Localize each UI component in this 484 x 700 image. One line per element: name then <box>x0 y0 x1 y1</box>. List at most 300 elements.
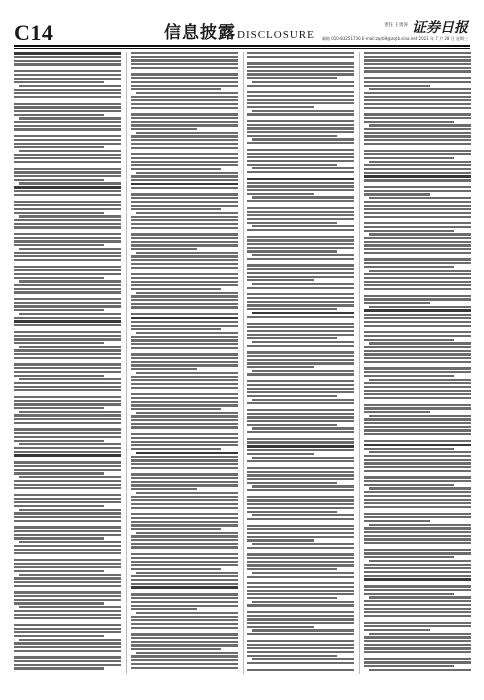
text-line <box>131 295 238 297</box>
text-line <box>364 491 471 493</box>
text-line <box>131 659 238 661</box>
text-line <box>14 363 121 365</box>
text-line <box>131 59 238 61</box>
text-line <box>247 73 354 75</box>
text-line <box>364 640 471 642</box>
text-line <box>14 70 121 72</box>
text-line <box>14 125 121 127</box>
text-line <box>252 514 354 516</box>
text-line <box>364 658 471 660</box>
text-line <box>252 254 354 256</box>
text-line <box>131 444 238 446</box>
text-line <box>131 347 238 349</box>
text-line <box>131 535 238 537</box>
text-line <box>247 164 337 166</box>
text-line <box>131 586 238 589</box>
text-line <box>19 606 121 608</box>
text-line <box>247 102 354 104</box>
text-line <box>14 255 121 257</box>
text-line <box>247 474 354 476</box>
text-line <box>247 330 354 332</box>
text-line <box>247 453 313 455</box>
text-line <box>369 487 471 489</box>
text-line <box>364 295 471 297</box>
text-line <box>14 146 104 148</box>
text-line <box>131 521 238 523</box>
text-line <box>14 628 121 630</box>
text-line <box>131 208 221 210</box>
text-line <box>131 379 238 381</box>
text-line <box>14 602 104 604</box>
text-line <box>14 631 121 633</box>
text-line <box>131 77 238 79</box>
text-line <box>131 507 238 509</box>
text-line <box>131 456 238 458</box>
text-line <box>247 91 354 93</box>
text-line <box>14 74 121 76</box>
text-line <box>247 536 354 538</box>
text-line <box>364 516 471 518</box>
text-line <box>252 225 354 227</box>
text-line <box>14 335 121 337</box>
text-line <box>131 277 238 279</box>
text-line <box>131 233 238 235</box>
text-line <box>131 157 238 159</box>
editor-line: 责任 王勇涛 <box>384 23 408 28</box>
text-line <box>131 528 221 530</box>
text-line <box>247 395 337 397</box>
column-separator <box>359 52 360 674</box>
text-line <box>364 309 471 312</box>
text-line <box>364 538 471 540</box>
text-line <box>14 505 104 507</box>
text-line <box>247 222 337 224</box>
text-line <box>364 589 471 591</box>
text-line <box>14 226 121 228</box>
text-line <box>364 350 471 352</box>
text-line <box>131 168 221 170</box>
text-line <box>247 326 354 328</box>
text-line <box>364 241 471 243</box>
text-line <box>364 186 471 188</box>
text-line <box>136 612 238 614</box>
text-line <box>364 575 471 577</box>
text-line <box>19 574 121 576</box>
text-line <box>369 379 471 381</box>
text-line <box>364 193 430 195</box>
text-line <box>131 339 238 341</box>
text-line <box>364 466 471 468</box>
text-line <box>131 376 238 378</box>
text-line <box>131 364 238 366</box>
text-line <box>131 56 238 58</box>
text-line <box>131 179 238 181</box>
text-line <box>14 284 121 286</box>
text-line <box>131 415 238 417</box>
text-line <box>247 182 354 184</box>
text-line <box>131 241 238 243</box>
text-line <box>14 480 121 482</box>
text-line <box>364 77 471 79</box>
column-separator <box>243 52 244 674</box>
text-line <box>252 658 354 660</box>
text-line <box>247 532 354 534</box>
text-line <box>14 298 121 300</box>
text-line <box>14 440 104 442</box>
text-line <box>247 424 337 426</box>
text-line <box>14 403 121 405</box>
text-line <box>364 433 471 435</box>
text-line <box>247 525 354 527</box>
text-line <box>247 618 354 620</box>
text-line <box>131 183 238 186</box>
text-line <box>131 619 238 621</box>
text-line <box>364 499 471 501</box>
text-line <box>252 138 354 140</box>
text-line <box>131 539 238 541</box>
text-line <box>131 281 238 283</box>
text-line <box>252 196 354 198</box>
text-line <box>19 280 121 282</box>
text-line <box>131 336 238 338</box>
text-line <box>131 593 238 595</box>
text-line <box>131 575 238 577</box>
text-line <box>136 572 238 574</box>
text-line <box>252 341 354 343</box>
text-line <box>252 572 354 574</box>
masthead-rule <box>14 45 470 47</box>
text-line <box>14 484 121 486</box>
text-line <box>364 462 471 464</box>
text-line <box>14 461 121 463</box>
text-line <box>247 247 354 249</box>
text-line <box>369 596 471 598</box>
text-line <box>131 568 221 570</box>
text-line <box>247 189 354 191</box>
text-line <box>19 182 121 184</box>
text-line <box>247 301 354 303</box>
text-line <box>364 520 430 522</box>
text-line <box>364 205 471 207</box>
text-line <box>131 561 238 563</box>
text-line <box>131 343 238 345</box>
text-line <box>131 147 238 149</box>
text-line <box>247 142 354 144</box>
text-line <box>364 96 471 98</box>
text-line <box>14 526 121 528</box>
text-line <box>136 332 238 334</box>
text-line <box>14 103 121 105</box>
text-line <box>131 484 238 486</box>
text-line <box>247 351 354 353</box>
text-line <box>14 389 121 391</box>
text-line <box>364 59 471 61</box>
text-line <box>14 259 121 261</box>
text-line <box>131 616 238 618</box>
text-line <box>14 161 121 163</box>
text-line <box>131 623 238 625</box>
text-line <box>364 222 471 224</box>
text-line <box>364 593 454 595</box>
text-line <box>364 448 454 450</box>
text-line <box>14 277 104 279</box>
text-line <box>364 99 471 101</box>
text-line <box>364 361 471 363</box>
text-line <box>131 448 221 450</box>
text-line <box>131 368 197 370</box>
text-line <box>247 276 354 278</box>
text-line <box>14 56 121 58</box>
text-line <box>136 252 238 254</box>
text-line <box>19 509 121 511</box>
text-line <box>247 547 354 549</box>
text-line <box>247 66 354 68</box>
text-line <box>364 107 471 109</box>
text-line <box>247 135 337 137</box>
text-line <box>364 611 471 613</box>
text-line <box>247 178 354 181</box>
text-line <box>131 313 238 315</box>
text-line <box>364 567 471 569</box>
text-line <box>247 308 337 310</box>
text-line <box>247 359 354 361</box>
text-line <box>14 208 121 210</box>
text-line <box>247 651 354 653</box>
text-line <box>364 335 471 337</box>
text-line <box>14 175 121 177</box>
text-line <box>247 106 313 108</box>
text-line <box>14 454 121 457</box>
text-line <box>14 516 121 518</box>
text-line <box>131 96 238 98</box>
text-line <box>247 590 354 592</box>
text-line <box>364 248 471 250</box>
text-line <box>247 77 337 79</box>
text-line <box>131 401 238 403</box>
text-line <box>247 239 354 241</box>
text-line <box>369 306 471 308</box>
text-line <box>14 667 104 669</box>
text-line <box>136 172 238 174</box>
text-line <box>136 652 238 654</box>
text-line <box>14 375 104 377</box>
text-line <box>131 361 238 363</box>
text-line <box>14 78 121 80</box>
text-line <box>19 378 121 380</box>
text-line <box>364 298 471 300</box>
text-line <box>247 156 354 158</box>
text-line <box>136 412 238 414</box>
text-line <box>14 204 121 206</box>
text-line <box>131 248 197 250</box>
text-line <box>247 467 354 469</box>
text-line <box>131 128 197 130</box>
text-line <box>364 230 454 232</box>
text-line <box>364 52 471 54</box>
text-line <box>14 660 121 662</box>
text-line <box>131 601 238 603</box>
text-line <box>364 644 471 646</box>
text-line <box>131 419 238 421</box>
text-line <box>131 135 238 137</box>
text-line <box>364 85 430 87</box>
text-line <box>131 237 238 239</box>
text-line <box>364 150 471 152</box>
text-line <box>247 431 354 433</box>
text-line <box>19 150 121 152</box>
text-line <box>14 414 121 416</box>
text-line <box>364 367 471 369</box>
text-line <box>252 399 354 401</box>
text-line <box>136 532 238 534</box>
text-line <box>364 542 471 544</box>
text-line <box>131 463 238 465</box>
text-line <box>247 622 354 624</box>
text-line <box>131 255 238 257</box>
text-line <box>369 451 471 453</box>
section-title <box>164 23 315 45</box>
text-line <box>14 223 121 225</box>
text-line <box>247 200 354 202</box>
text-line <box>364 277 471 279</box>
text-line <box>14 114 104 116</box>
text-line <box>247 420 354 422</box>
text-line <box>247 604 354 606</box>
text-line <box>247 366 313 368</box>
text-line <box>131 139 238 141</box>
text-line <box>364 175 471 178</box>
text-line <box>364 513 471 515</box>
text-line <box>14 96 121 98</box>
text-line <box>14 646 121 648</box>
text-line <box>131 524 238 526</box>
text-line <box>131 303 238 305</box>
text-line <box>19 248 121 250</box>
text-line <box>14 331 121 333</box>
text-line <box>14 244 104 246</box>
text-line <box>247 633 354 635</box>
text-line <box>364 440 471 442</box>
text-line <box>364 556 454 558</box>
text-line <box>247 518 354 520</box>
text-line <box>131 113 238 115</box>
text-line <box>131 357 238 359</box>
text-line <box>14 624 121 626</box>
text-line <box>364 629 430 631</box>
text-line <box>131 637 238 639</box>
text-line <box>252 370 354 372</box>
text-line <box>131 667 238 669</box>
text-line <box>131 284 238 286</box>
text-line <box>247 316 354 318</box>
text-line <box>364 143 471 145</box>
text-line <box>14 498 121 500</box>
text-line <box>247 113 354 115</box>
text-line <box>14 320 121 323</box>
text-line <box>369 415 471 417</box>
text-line <box>14 201 121 203</box>
text-line <box>369 524 471 526</box>
text-line <box>14 396 121 398</box>
text-line <box>364 216 471 218</box>
text-line <box>247 478 354 480</box>
text-line <box>131 393 238 395</box>
text-line <box>14 194 121 196</box>
text-line <box>14 252 121 254</box>
text-line <box>131 175 238 177</box>
text-line <box>364 382 471 384</box>
text-line <box>364 506 471 508</box>
text-line <box>364 549 471 551</box>
text-line <box>364 56 471 58</box>
text-line <box>131 496 238 498</box>
text-line <box>14 269 121 271</box>
text-line <box>19 85 121 87</box>
text-line <box>131 85 238 87</box>
text-line <box>131 557 238 559</box>
text-line <box>364 103 471 105</box>
text-line <box>364 135 471 137</box>
text-line <box>247 207 354 209</box>
text-line <box>14 534 121 536</box>
text-line <box>14 212 104 214</box>
text-line <box>14 92 121 94</box>
text-line <box>247 597 337 599</box>
text-line <box>131 124 238 126</box>
text-line <box>247 218 354 220</box>
text-line <box>247 438 354 440</box>
text-line <box>364 578 471 581</box>
text-line <box>247 95 354 97</box>
text-line <box>247 460 354 462</box>
text-line <box>247 323 354 325</box>
text-line <box>131 503 238 505</box>
text-line <box>136 212 238 214</box>
text-line <box>252 629 354 631</box>
text-line <box>247 62 354 64</box>
text-line <box>14 581 121 583</box>
text-line <box>252 543 354 545</box>
text-line <box>247 258 354 260</box>
text-line <box>14 591 121 593</box>
text-line <box>364 480 471 482</box>
text-line <box>247 553 354 555</box>
text-line <box>14 288 121 290</box>
text-line <box>131 273 238 275</box>
text-line <box>19 215 121 217</box>
text-line <box>131 263 238 265</box>
text-line <box>364 411 430 413</box>
text-line <box>14 349 121 351</box>
text-line <box>131 205 238 207</box>
text-line <box>14 121 121 123</box>
text-line <box>14 353 121 355</box>
text-line <box>247 268 354 270</box>
text-line <box>131 99 238 101</box>
text-line <box>14 447 121 449</box>
text-line <box>131 306 238 308</box>
text-line <box>14 60 121 62</box>
text-line <box>247 304 354 306</box>
text-line <box>364 302 430 304</box>
text-line <box>131 201 238 203</box>
text-line <box>369 633 471 635</box>
text-line <box>364 81 471 83</box>
masthead <box>14 22 470 44</box>
text-line <box>364 273 471 275</box>
text-line <box>247 503 354 505</box>
text-line <box>364 164 471 166</box>
